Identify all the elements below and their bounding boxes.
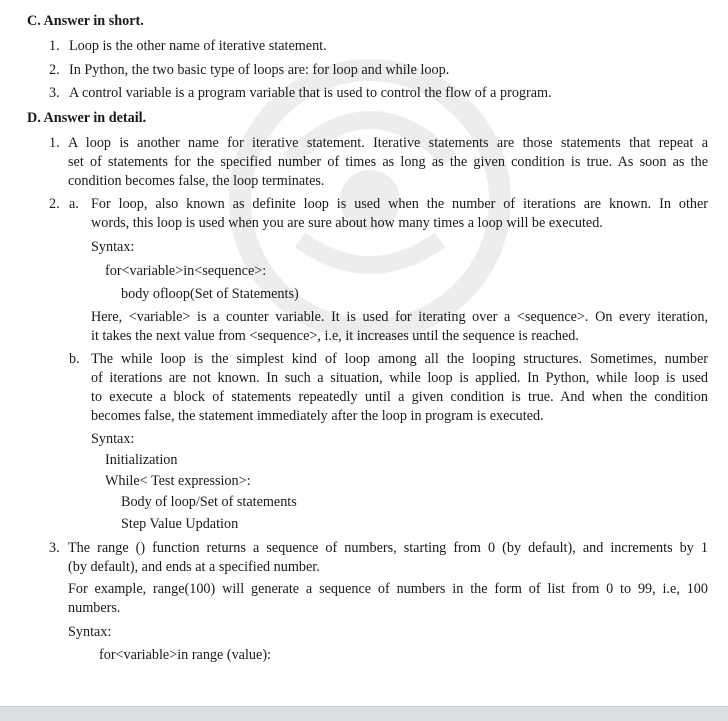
paragraph-line: The while loop is the simplest kind of loop among all the looping structures. Sometimes, number <box>91 351 708 367</box>
paragraph-line: of iterations are not known. In such a situation, while loop is applied. In Python, while loop is used <box>91 370 708 386</box>
sub-list-label: b. <box>69 351 80 367</box>
syntax-label: Syntax: <box>91 431 135 447</box>
code-line: Body of loop/Set of statements <box>121 494 297 510</box>
list-item: Loop is the other name of iterative statement. <box>69 38 327 54</box>
paragraph-line: numbers. <box>68 600 121 616</box>
list-number: 3. <box>49 85 60 101</box>
code-line: Step Value Updation <box>121 516 239 532</box>
paragraph-line: Here, <variable> is a counter variable. It is used for iterating over a <sequence>. On every iteration, <box>91 309 708 325</box>
code-line: While< Test expression>: <box>105 473 251 489</box>
viewer-bottom-bar <box>0 706 728 721</box>
syntax-label: Syntax: <box>91 239 135 255</box>
code-line: Initialization <box>105 452 178 468</box>
list-item: In Python, the two basic type of loops are: for loop and while loop. <box>69 62 450 78</box>
list-item: A control variable is a program variable that is used to control the flow of a program. <box>69 85 552 101</box>
paragraph-line: A loop is another name for iterative statement. Iterative statements are those statements that repeat a <box>68 135 708 151</box>
section-d-heading: D. Answer in detail. <box>27 110 147 126</box>
paragraph-line: The range () function returns a sequence of numbers, starting from 0 (by default), and increments by 1 <box>68 540 708 556</box>
paragraph-line: words, this loop is used when you are sure about how many times a loop will be executed. <box>91 215 603 231</box>
paragraph-line: For loop, also known as definite loop is used when the number of iterations are known. In other <box>91 196 708 212</box>
list-number: 1. <box>49 38 60 54</box>
syntax-label: Syntax: <box>68 624 112 640</box>
paragraph-line: (by default), and ends at a specified number. <box>68 559 320 575</box>
code-line: body ofloop(Set of Statements) <box>121 286 299 302</box>
list-number: 3. <box>49 540 60 556</box>
sub-list-label: a. <box>69 196 79 212</box>
paragraph-line: becomes false, the statement immediately after the loop in program is executed. <box>91 408 544 424</box>
code-line: for<variable>in range (value): <box>99 647 271 663</box>
list-number: 1. <box>49 135 60 151</box>
section-c-heading: C. Answer in short. <box>27 13 144 29</box>
paragraph-line: condition becomes false, the loop terminates. <box>68 173 325 189</box>
paragraph-line: set of statements for the specified number of times as long as the given condition is true. As soon as the <box>68 154 708 170</box>
paragraph-line: For example, range(100) will generate a sequence of numbers in the form of list from 0 to 99, i.e, 100 <box>68 581 708 597</box>
paragraph-line: to execute a block of statements repeatedly until a given condition is true. And when the condition <box>91 389 708 405</box>
code-line: for<variable>in<sequence>: <box>105 263 267 279</box>
list-number: 2. <box>49 196 60 212</box>
paragraph-line: it takes the next value from <sequence>, i.e, it increases until the sequence is reached. <box>91 328 579 344</box>
list-number: 2. <box>49 62 60 78</box>
